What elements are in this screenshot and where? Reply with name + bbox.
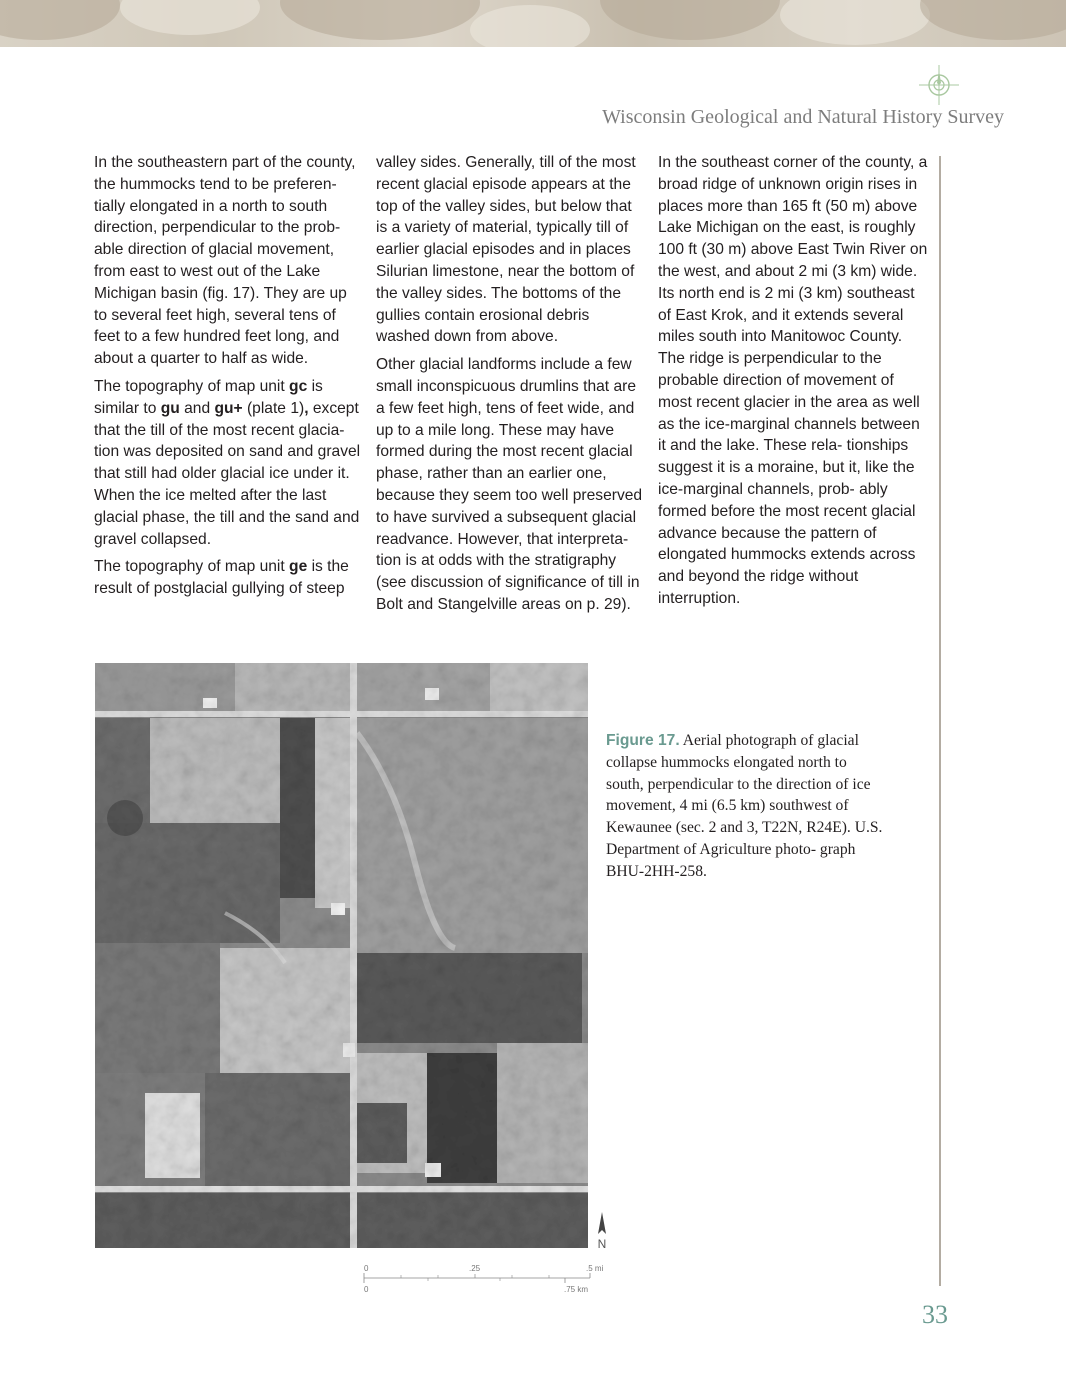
scale-mi-start: 0: [364, 1264, 369, 1273]
compass-rose-icon: [918, 64, 960, 106]
figure-caption: [606, 730, 888, 883]
scale-bar: [360, 1262, 610, 1296]
scale-mi-end: .5 mi: [586, 1264, 604, 1273]
organization-title: Wisconsin Geological and Natural History Survey: [602, 106, 1004, 128]
caption-text: Aerial photograph of glacial collapse hummocks elongated north to south, perpendicular to the direction of ice movement, 4 mi (6.5 km) southwest of Kewaunee (sec. 2 and 3, T22N, R24E). U.S. Department of Agriculture photo- graph BHU-2HH-258.: [606, 732, 883, 880]
paragraph: In the southeast corner of the county, a broad ridge of unknown origin rises in places more than 165 ft (50 m) above Lake Michigan on the east, is roughly 100 ft (30 m) above East Twin River on the west, and about 2 mi (3 km) wide. Its north end is 2 mi (3 km) southeast of East Krok, and it extends several miles south into Manitowoc County. The ridge is perpendicular to the probable direction of movement of most recent glacier in the area as well as the ice-marginal channels between it and the lake. These rela- tionships suggest it is a moraine, but it, like the ice-marginal channels, prob- ably formed before the most recent glacial advance because the pattern of elongated hummocks extends across and beyond the ridge without interruption.: [658, 154, 928, 607]
figure-label: Figure 17.: [606, 732, 680, 749]
scale-mi-mid: .25: [469, 1264, 481, 1273]
text-column-2: [376, 152, 646, 622]
text-column-3: [658, 152, 928, 616]
margin-rule: [939, 156, 941, 1286]
paragraph: The topography of map unit ge is the result of postglacial gullying of steep: [94, 558, 349, 598]
north-arrow-icon: [594, 1210, 610, 1252]
paragraph: In the southeastern part of the county, the hummocks tend to be preferen- tially elongated in a north to south direction, perpendicular to the prob- able direction of glacial movement, from east to west out of the Lake Michigan basin (fig. 17). They are up to several feet high, several tens of feet to a few hundred feet long, and about a quarter to half as wide.: [94, 154, 356, 368]
aerial-photograph: [95, 663, 588, 1248]
paragraph: valley sides. Generally, till of the most recent glacial episode appears at the top of the valley sides, but below that is a variety of material, typically till of earlier glacial episodes and in places Silurian limestone, near the bottom of the valley sides. The bottoms of the gullies contain erosional debris washed down from above.: [376, 154, 636, 346]
header-banner: [0, 0, 1066, 47]
scale-km-start: 0: [364, 1285, 369, 1294]
paragraph: The topography of map unit gc is similar to gu and gu+ (plate 1), except that the till of the most recent glacia- tion was deposited on sand and gravel that still had older glacial ice under it. When the ice melted after the last glacial phase, the till and the sand and gravel collapsed.: [94, 377, 361, 548]
paragraph: Other glacial landforms include a few small inconspicuous drumlins that are a few feet high, tens of feet wide, and up to a mile long. These may have formed during the most recent glacial phase, rather than an earlier one, because they seem too well preserved to have survived a subsequent glacial readvance. However, that interpreta- tion is at odds with the stratigraphy (see discussion of significance of till in Bolt and Stangelville areas on p. 29).: [376, 356, 643, 613]
scale-km-end: .75 km: [564, 1285, 589, 1294]
page-number: 33: [922, 1300, 948, 1329]
text-column-1: [94, 152, 364, 606]
north-arrow-label: N: [597, 1237, 607, 1251]
